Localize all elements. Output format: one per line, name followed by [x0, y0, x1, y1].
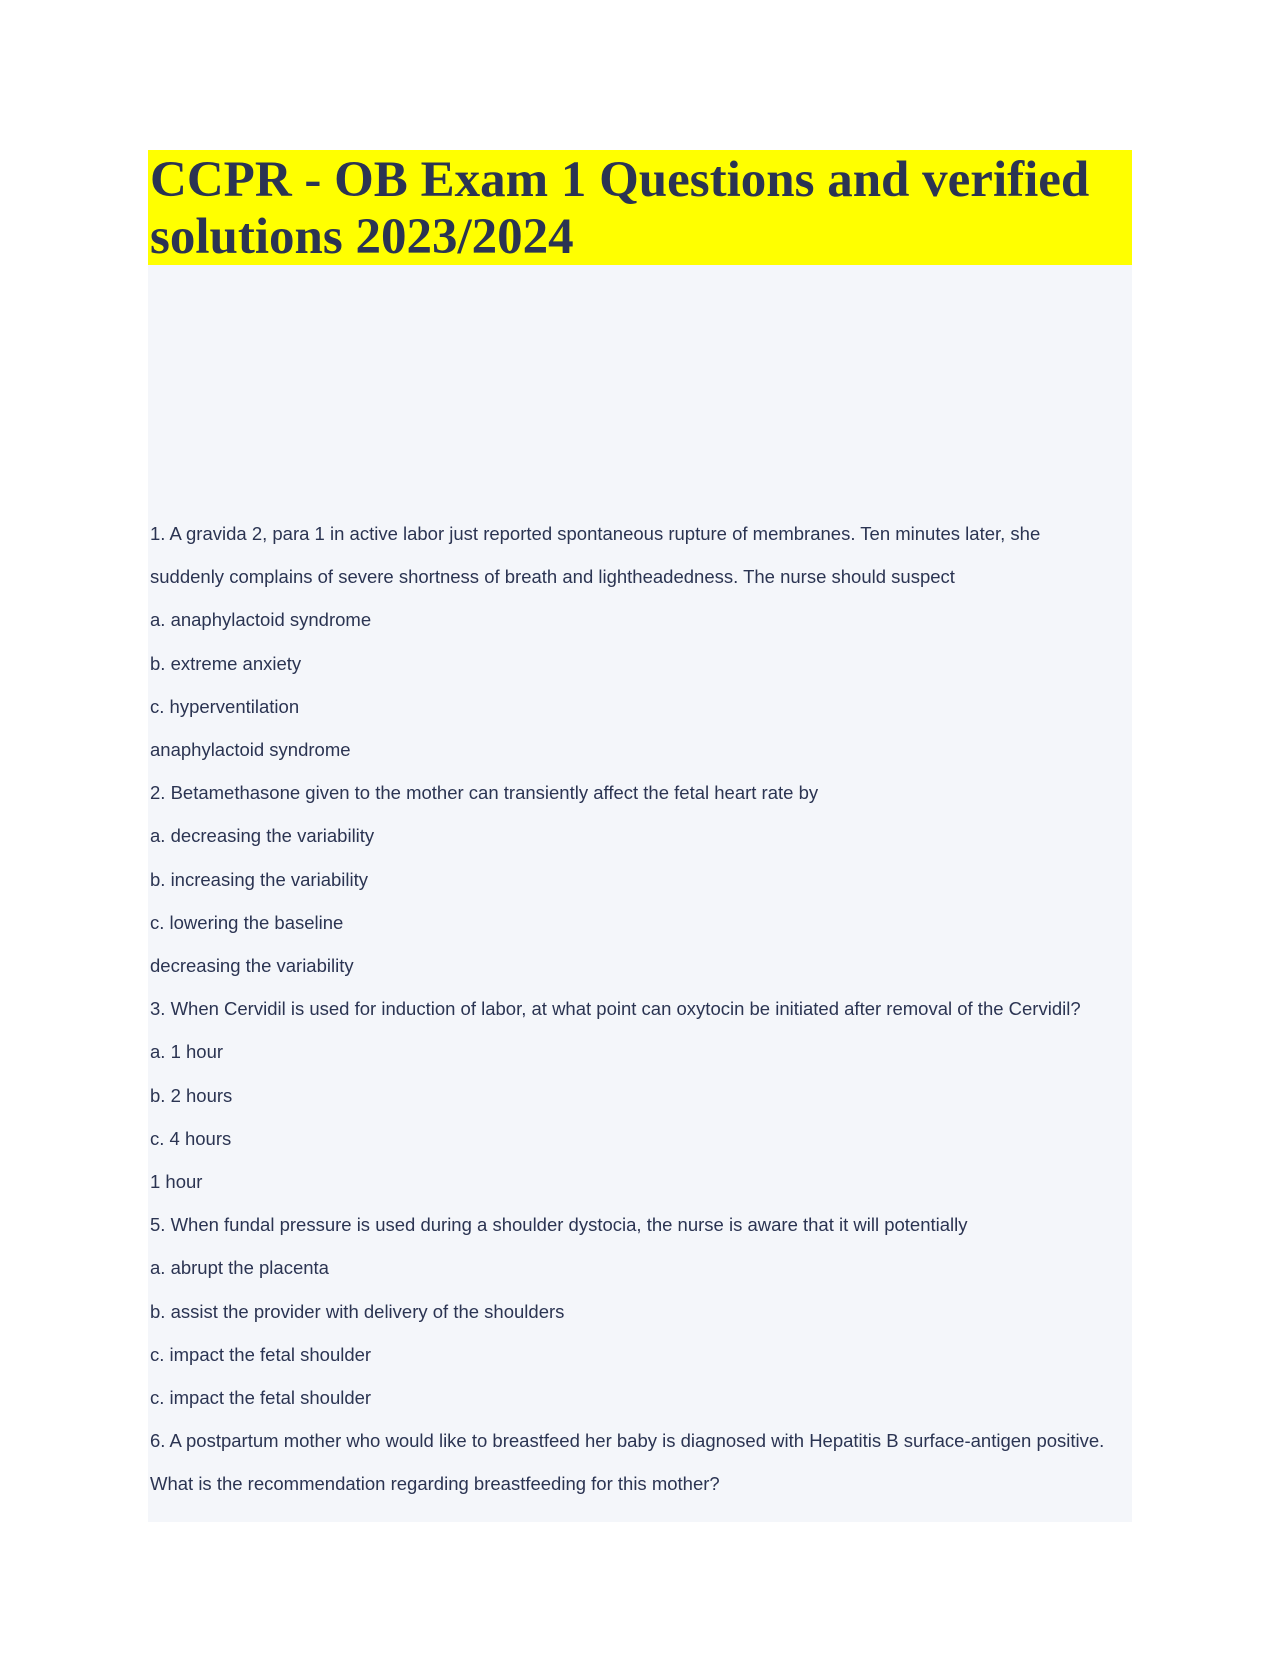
question-5-option-c: c. impact the fetal shoulder	[150, 1343, 372, 1365]
question-5-option-a: a. abrupt the placenta	[150, 1257, 329, 1279]
title-highlight	[148, 150, 1132, 265]
question-5-answer: c. impact the fetal shoulder	[150, 1387, 372, 1409]
question-3-option-b: b. 2 hours	[150, 1084, 233, 1106]
question-5-text: 5. When fundal pressure is used during a shoulder dystocia, the nurse is aware that it will potentially	[150, 1214, 968, 1236]
question-1-option-b: b. extreme anxiety	[150, 652, 302, 674]
question-1-option-c: c. hyperventilation	[150, 695, 300, 717]
question-3-option-c: c. 4 hours	[150, 1127, 232, 1149]
question-2-text: 2. Betamethasone given to the mother can transiently affect the fetal heart rate by	[150, 782, 819, 804]
question-2-answer: decreasing the variability	[150, 955, 354, 977]
question-1-option-a: a. anaphylactoid syndrome	[150, 609, 372, 631]
question-5-option-b: b. assist the provider with delivery of the shoulders	[150, 1300, 565, 1322]
question-1-text-line-1: 1. A gravida 2, para 1 in active labor just reported spontaneous rupture of membranes. Ten minutes later, she	[150, 523, 1041, 544]
question-3-option-a: a. 1 hour	[150, 1041, 224, 1063]
question-1-text-line-2: suddenly complains of severe shortness of breath and lightheadedness. The nurse should suspect	[150, 566, 955, 588]
question-6-text-line-1: 6. A postpartum mother who would like to breastfeed her baby is diagnosed with Hepatitis B surface-antigen positive.	[150, 1430, 1105, 1452]
question-3-text: 3. When Cervidil is used for induction of labor, at what point can oxytocin be initiated after removal of the Cervidil?	[150, 998, 1081, 1020]
question-list	[150, 512, 1130, 1506]
question-3-answer: 1 hour	[150, 1171, 203, 1193]
question-2-option-c: c. lowering the baseline	[150, 911, 344, 933]
page-title: CCPR - OB Exam 1 Questions and verified solutions 2023/2024	[150, 152, 1090, 265]
content-block	[148, 150, 1132, 1522]
question-2-option-a: a. decreasing the variability	[150, 825, 375, 847]
question-6-text-line-2: What is the recommendation regarding breastfeeding for this mother?	[150, 1473, 720, 1495]
question-1-answer: anaphylactoid syndrome	[150, 739, 351, 761]
question-2-option-b: b. increasing the variability	[150, 868, 368, 890]
